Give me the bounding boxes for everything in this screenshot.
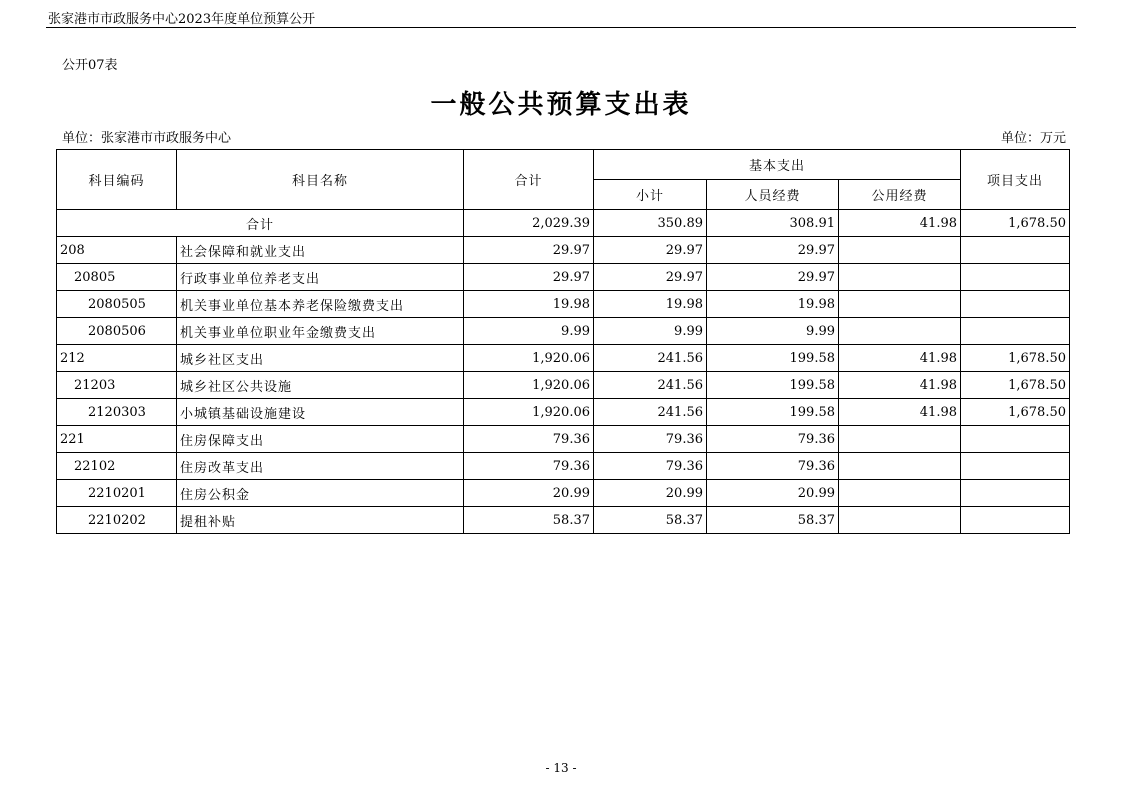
personnel-cell: 199.58 [707,345,839,372]
total-cell: 58.37 [464,507,594,534]
header-basic: 基本支出 [594,150,961,180]
total-cell: 1,920.06 [464,345,594,372]
code-cell: 212 [57,345,177,372]
total-cell: 2,029.39 [464,210,594,237]
table-row [57,453,1070,480]
personnel-cell: 20.99 [707,480,839,507]
total-cell: 29.97 [464,264,594,291]
table-row [57,291,1070,318]
total-cell: 79.36 [464,453,594,480]
name-cell: 社会保障和就业支出 [177,237,464,264]
header-personnel: 人员经费 [707,180,839,210]
public-cell [839,453,961,480]
code-cell: 21203 [57,372,177,399]
personnel-cell: 58.37 [707,507,839,534]
project-cell: 1,678.50 [961,372,1070,399]
project-cell [961,480,1070,507]
subtotal-cell: 29.97 [594,264,707,291]
unit-organization: 单位：张家港市市政服务中心 [62,131,232,146]
public-cell [839,507,961,534]
total-cell: 79.36 [464,426,594,453]
public-cell [839,426,961,453]
personnel-cell: 79.36 [707,453,839,480]
subtotal-cell: 79.36 [594,453,707,480]
subtotal-cell: 241.56 [594,372,707,399]
name-cell: 提租补贴 [177,507,464,534]
table-row [57,318,1070,345]
subtotal-cell: 241.56 [594,399,707,426]
header-project: 项目支出 [961,150,1070,210]
public-cell: 41.98 [839,399,961,426]
personnel-cell: 29.97 [707,264,839,291]
personnel-cell: 29.97 [707,237,839,264]
name-cell: 住房改革支出 [177,453,464,480]
code-cell: 2080505 [57,291,177,318]
subtotal-cell: 19.98 [594,291,707,318]
public-cell: 41.98 [839,210,961,237]
public-cell [839,264,961,291]
total-cell: 1,920.06 [464,399,594,426]
total-cell: 9.99 [464,318,594,345]
code-cell: 2210201 [57,480,177,507]
header-public: 公用经费 [839,180,961,210]
header-divider [46,27,1076,28]
name-cell: 城乡社区支出 [177,345,464,372]
table-total-row [57,210,1070,237]
name-cell: 住房公积金 [177,480,464,507]
header-code: 科目编码 [57,150,177,210]
project-cell [961,426,1070,453]
table-row [57,237,1070,264]
code-cell: 221 [57,426,177,453]
personnel-cell: 9.99 [707,318,839,345]
name-cell: 住房保障支出 [177,426,464,453]
budget-expenditure-table [56,149,1070,534]
subtotal-cell: 350.89 [594,210,707,237]
subtotal-cell: 20.99 [594,480,707,507]
header-total: 合计 [464,150,594,210]
public-cell [839,480,961,507]
total-cell: 29.97 [464,237,594,264]
table-row [57,372,1070,399]
total-cell: 19.98 [464,291,594,318]
subtotal-cell: 58.37 [594,507,707,534]
project-cell [961,264,1070,291]
code-cell: 2210202 [57,507,177,534]
project-cell [961,237,1070,264]
public-cell [839,237,961,264]
name-cell: 城乡社区公共设施 [177,372,464,399]
public-cell [839,291,961,318]
unit-currency: 单位：万元 [1000,131,1066,146]
document-title: 一般公共预算支出表 [430,90,692,120]
table-row [57,507,1070,534]
total-cell: 1,920.06 [464,372,594,399]
subtotal-cell: 79.36 [594,426,707,453]
public-cell: 41.98 [839,345,961,372]
code-cell: 2080506 [57,318,177,345]
project-cell [961,291,1070,318]
project-cell: 1,678.50 [961,345,1070,372]
name-cell: 行政事业单位养老支出 [177,264,464,291]
code-cell: 22102 [57,453,177,480]
name-cell: 机关事业单位基本养老保险缴费支出 [177,291,464,318]
page-header: 张家港市市政服务中心2023年度单位预算公开 [48,12,316,27]
personnel-cell: 79.36 [707,426,839,453]
project-cell [961,453,1070,480]
table-row [57,480,1070,507]
public-cell [839,318,961,345]
project-cell: 1,678.50 [961,210,1070,237]
personnel-cell: 199.58 [707,372,839,399]
table-row [57,264,1070,291]
subtotal-cell: 29.97 [594,237,707,264]
project-cell [961,318,1070,345]
header-name: 科目名称 [177,150,464,210]
personnel-cell: 199.58 [707,399,839,426]
public-cell: 41.98 [839,372,961,399]
table-row [57,345,1070,372]
code-cell: 208 [57,237,177,264]
code-cell: 2120303 [57,399,177,426]
project-cell [961,507,1070,534]
name-cell: 机关事业单位职业年金缴费支出 [177,318,464,345]
table-row [57,426,1070,453]
header-subtotal: 小计 [594,180,707,210]
total-cell: 20.99 [464,480,594,507]
personnel-cell: 19.98 [707,291,839,318]
subtotal-cell: 9.99 [594,318,707,345]
name-cell: 小城镇基础设施建设 [177,399,464,426]
page-number: - 13 - [545,761,577,775]
code-cell: 20805 [57,264,177,291]
project-cell: 1,678.50 [961,399,1070,426]
personnel-cell: 308.91 [707,210,839,237]
table-number: 公开07表 [62,58,118,73]
table-row [57,399,1070,426]
total-label: 合计 [57,210,464,237]
subtotal-cell: 241.56 [594,345,707,372]
